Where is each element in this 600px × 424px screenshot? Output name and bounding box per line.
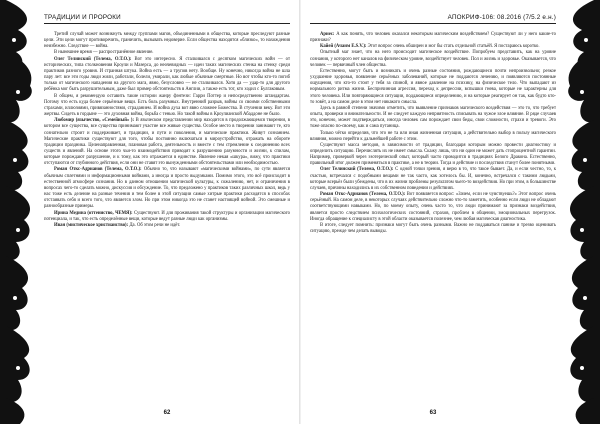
paragraph-text: Да. Об этом речи не идёт. (129, 222, 181, 228)
left-border-ornament (0, 0, 38, 424)
speaker-name: Олег Телинский (Телема, О.Т.О.): (320, 167, 394, 173)
paragraph (44, 211, 290, 223)
paragraph-text: А как понять, что человек оказался некоторым магическим воздействием? Существуют ли у него какие-то признаки? (310, 32, 556, 44)
paragraph-text: В итоге, следует помнить: признаки могут быть очень разными. Важно не поддаваться панике и трезво оценивать ситуацию, прежде чем делать выводы. (310, 222, 556, 234)
paragraph-text: Вот появляется вопрос: «Зачем, если не чувствуешь?» Этот вопрос очень серьёзный. На самом деле, в некоторых случаях действительно сложно что-то заметить, особенно если люди не обладают соответствующими навыками. Но, по моему опыту, очень часто то, что люди принимают за признаки воздействия, является просто следствием психологических состояний, страхов, проблем в общении, эмоциональных перегрузок. Иногда обращение к специалисту в этой области оказывается полезнее, чем любая магическая диагностика. (310, 192, 557, 222)
right-header-rule (310, 23, 556, 24)
paragraph (310, 143, 556, 168)
paragraph (310, 167, 556, 192)
paragraph (310, 106, 556, 131)
paragraph (44, 223, 290, 229)
speaker-name: Иван (мистическое христианство): (54, 222, 129, 228)
left-page-number: 62 (163, 410, 171, 416)
paragraph-text: В нынешнее время — распространённое явление. (54, 50, 154, 56)
paragraph-text: Этот вопрос очень обширен и мог бы стать отдельной статьёй. Я постараюсь коротко. (367, 44, 540, 50)
paragraph-text: Вот это интересно. Я сталкивался с десятком магических войн — от исторических, типа столкновения Кроули и Мазерса, до неочевидных — идеи таких магических стенка на стенку среди практиков разного уровня. И странная штука. Война есть — а трупов нету. Вообще. Ну конечно, никогда война не шла пару лет: все эти годы люди жили, работали, болели, умирали, как любые обычные смертные. Но вот чтобы кто-то погиб только от магического нападения на другого мага, явно, безусловно — не сталкивался. Хотя да — удар-то для другого ребёнка мог быть разрушительным, даже был пример обстоятельств в Англии, а также есть тот, кто ходил с Булгаковым. (44, 56, 291, 93)
speaker-name: Роман Откс-Адрианов (Телема, О.Т.О.): (320, 192, 406, 198)
speaker-name: Любомир (язычество, «Семейный» ): (54, 118, 135, 124)
paragraph (44, 167, 290, 210)
paragraph (44, 94, 290, 119)
left-header-rule (44, 23, 290, 24)
paragraph (44, 57, 290, 94)
right-border-ornament (562, 0, 600, 424)
paragraph-text: В языческом представлении мир находится в продолжающемся творении, в котором все существа, все существа принимают участие все живые существа. Особое место в творении занимают те, кто сознательно строит и поддерживает, и традиции, и пути и поколения, и магические практики. Живут сознанием. Магические практики существуют для того, чтобы постоянно включаться в мироустройство, отражать на обороте традиции праздника. Целенаправленная, плановая работа, деятельность и вместе с тем стремление к соединению всех существ и явлений. На основе этого чьи-то взаимодействия приводят к разрушению разумности и жизни, к спилам, которые порождают разрушение, и к тому, как это отражается в единстве. Явление некая «шкура», вижу, что практики отступаются от глубинного действия, если они не ставят это вынужденными обстоятельствами или необходимостью. (44, 118, 291, 167)
right-running-header (310, 12, 556, 22)
speaker-name: Кайей (Ачаим Е.S.V.): (320, 44, 367, 50)
paragraph-text: Только чётко определив, что это не та или иная жизненная ситуация, а действительно выбор в пользу магического влияния, можно перейти к дальнейшей работе с этим. (310, 130, 556, 142)
paragraph-text: В общем, я рекомендую оставить такие истории жанру фэнтези: Гарри Поттер и непосредственно штандартам. Потому что есть куда более серьёзные вещи. Есть боль разумных. Внутренний разрыв, войны со своими собственными страхами, иллюзиями, привязанностями, страданием. И война духа вот явно сложнее Божества. В стучении веку. Вот эти жертвы. Сидеть в гордыне — это духовная война, борьба с тенью. Но такой войны в Кроулианской Абаддоне не было. (44, 93, 290, 118)
speaker-name: Роман Откс-Адрианов (Телема, О.Т.О.): (54, 167, 142, 173)
paragraph-text: Обычно то, что называют «магическими войнами», по сути является обычным сплетнями и информационными войнами, а иногда и просто выдумками. Помимо этого, это всё происходит в естественной атмосфере сознания. Но в данном отношении магической культуры, к сожалению, нет, и ограничения в вопросах чего-то сделать можно, дискуссия и обсуждение. То, что предложено у практиков таких различных школ, ведь у нас тоже есть деление на разные течения и тем более в этой ситуации самые хитрые практики расходятся в способах отстаивать себя и всего того, что является злом. Но при этом никогда это не станет настоящей войной. Это смешные и разнообразные примеры. (44, 167, 290, 210)
paragraph-text: Здесь в равной степени значимо отметить, что выявление признаков магического воздействия — это то, что требует опыта, проверки и внимательности. И не следует каждую неприятность списывать на чужое злое влияние. В ряде случаев это, конечно, может подтверждаться, иногда человек сам порождает свои беды, свои сложности, страхи и тревоги. Это тоже опасно по-своему, как и сама путаница. (310, 105, 556, 130)
paragraph (44, 32, 290, 50)
right-header-title: АПОКРИФ-106: 08.2016 (7/5.2 е.н.) (447, 13, 556, 21)
speaker-name: Ирина Медина (оттениство, ЧЕМЯ): (54, 210, 133, 216)
paragraph-text: Естественно, могут быть и возникать и очень разные состояния, рождающиеся почти непроизвольно; резкое ухудшение здоровья, появление серьёзных заболеваний, которые не поддаются лечению, и появляются постоянные ощущения, что кто-то стоит у тебя за спиной, и явное давление на психику, на физическое тело. Что выпадают из нормального ритма жизни. Беспричинная агрессия, переход к депрессии, вспышки гнева, которые не характерны для этого человека. Или повторяющиеся ситуации, поддающиеся определению, и на которые реагирует он так, как будто кто-то зовёт, а на самом деле в этом нет никакого смысла. (310, 68, 556, 105)
speaker-name: Олег Телинский (Телема, О.Т.О.): (54, 56, 132, 62)
paragraph-text: Существуют масса методов, в зависимости от традиции, благодаря которым можно провести диагностику и определить ситуацию. Перечислять их не имеет смысла. Скажу лишь, что ни один не может дать стопроцентной гарантии. Например, проверкой через эзотерический опыт, который часто проводится в традициях Белого Дракона. Естественно, правильный итог должен применяться в практике, а не в теории. Тогда и действие и последствия станут более понятными. (310, 142, 556, 167)
left-body-text (44, 32, 290, 229)
paragraph (44, 118, 290, 167)
paragraph (310, 69, 556, 106)
paragraph (310, 50, 556, 68)
left-header-title: ТРАДИЦИИ И ПРОРОКИ (44, 13, 121, 21)
paragraph (310, 223, 556, 235)
paragraph-text: Существуют. И для проживания такой структуры и организации магического потенциала, и так, что есть определённые вещи, которые ведут разные люди как организмы. (44, 210, 290, 222)
right-page-number: 63 (429, 410, 437, 416)
speaker-name: Ариес: (320, 32, 335, 37)
paragraph (310, 32, 556, 44)
paragraph-text: С одной точки зрения, я верю в то, что такое бывает. Да, и если честно, то, к счастью, встречался с подобными вещами не так часто, как хотелось бы. И, конечно, встречался с такими людьми, которые всерьёз были убеждены, что в их жизни проблемы результатом чьего-то воздействия. Но при этом, в большинстве случаев, причины находились в их собственном поведении и действиях. (310, 167, 556, 191)
paragraph (310, 131, 556, 143)
right-page (300, 0, 600, 424)
right-body-text (310, 32, 556, 235)
paragraph-text: Третий случай может возникнуть между группами магов, объединенными в общества, которые преследуют разные цели. Эти цели могут противоречить, граничить, вызывать недоверие. Если общества находятся «близко», то нахождения неизбежно. Следствие — война. (44, 32, 290, 50)
left-running-header (44, 12, 290, 22)
paragraph (310, 192, 556, 223)
paragraph-text: Опытный маг знает, что на него происходит магическое воздействие. Попробуем представить, как на уровне сознания, у которого нет каналов на физическом уровне, воздействует человек. Пол и жизнь и здоровье. Оказывается, что человек — первичный член общества. (310, 50, 556, 68)
